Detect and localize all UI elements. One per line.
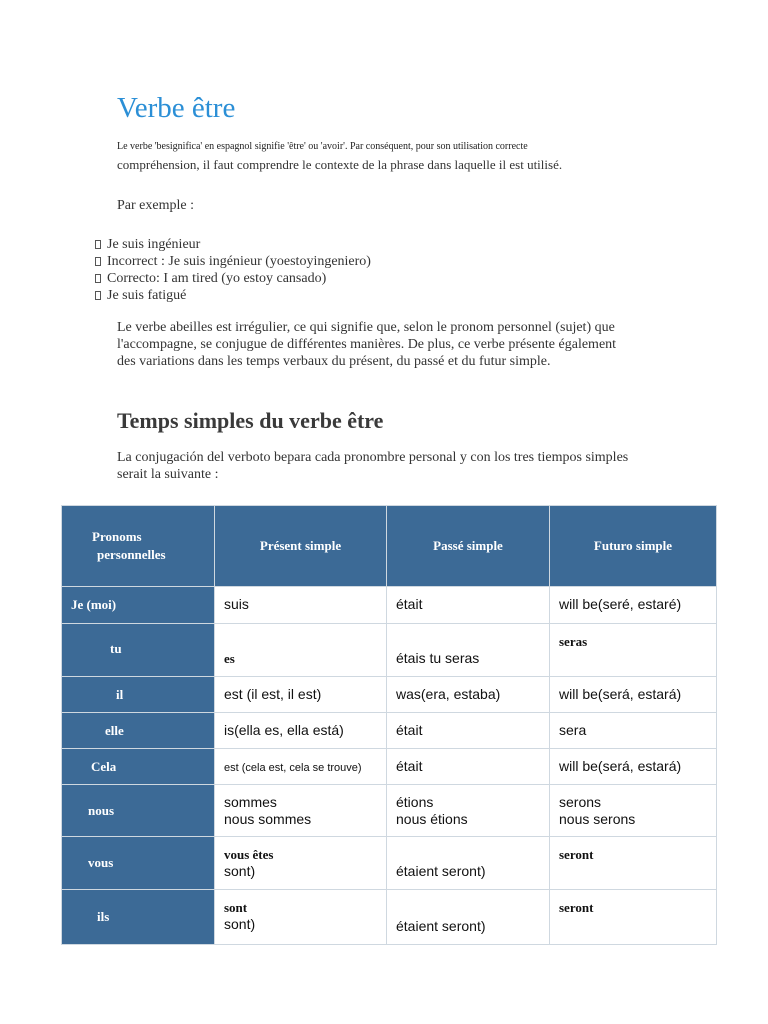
past-cell: était <box>387 587 550 624</box>
past-cell: était <box>387 713 550 749</box>
past-cell: was(era, estaba) <box>387 677 550 713</box>
future-cell: will be(seré, estaré) <box>550 587 717 624</box>
future-cell: serons nous serons <box>550 785 717 837</box>
present-cell: sommes nous sommes <box>215 785 387 837</box>
past-cell: étais tu seras <box>387 624 550 677</box>
bullet-icon <box>95 291 101 300</box>
pronoun-cell: tu <box>62 624 215 677</box>
past-cell: étions nous étions <box>387 785 550 837</box>
pronoun-cell: Cela <box>62 749 215 785</box>
table-row <box>62 624 717 677</box>
example-label: Par exemple : <box>117 198 194 213</box>
table-row <box>62 677 717 713</box>
example-list <box>95 236 371 304</box>
future-cell: seront <box>550 837 717 890</box>
table-row <box>62 785 717 837</box>
table-row <box>62 890 717 945</box>
list-item: Incorrect : Je suis ingénieur (yoestoyingeniero) <box>95 253 371 270</box>
explanation-paragraph: Le verbe abeilles est irrégulier, ce qui signifie que, selon le pronom personnel (sujet) que l'accompagne, se conjugue de différentes manières. De plus, ce verbe présente également des variations dans les temps verbaux du présent, du passé et du futur simple. <box>117 320 617 369</box>
header-present: Présent simple <box>215 506 387 587</box>
future-cell: will be(será, estará) <box>550 749 717 785</box>
past-cell: était <box>387 749 550 785</box>
list-item: Je suis fatigué <box>95 287 371 304</box>
conjugation-table <box>61 505 717 945</box>
present-cell: suis <box>215 587 387 624</box>
intro-text: compréhension, il faut comprendre le contexte de la phrase dans laquelle il est utilisé. <box>117 157 563 172</box>
intro-text-small: Le verbe 'besignifica' en espagnol signifie 'être' ou 'avoir'. Par conséquent, pour son utilisation correcte <box>117 141 528 152</box>
conjugation-intro: La conjugación del verboto bepara cada pronombre personal y con los tres tiempos simples serait la suivante : <box>117 450 629 482</box>
table-row <box>62 749 717 785</box>
table-header-row <box>62 506 717 587</box>
list-item: Correcto: I am tired (yo estoy cansado) <box>95 270 371 287</box>
table-row <box>62 587 717 624</box>
pronoun-cell: elle <box>62 713 215 749</box>
table-row <box>62 837 717 890</box>
future-cell: seront <box>550 890 717 945</box>
bullet-icon <box>95 257 101 266</box>
future-cell: will be(será, estará) <box>550 677 717 713</box>
list-item: Je suis ingénieur <box>95 236 371 253</box>
past-cell: étaient seront) <box>387 837 550 890</box>
present-cell: vous êtes sont) <box>215 837 387 890</box>
header-future: Futuro simple <box>550 506 717 587</box>
pronoun-cell: Je (moi) <box>62 587 215 624</box>
page-title: Verbe être <box>117 92 236 124</box>
pronoun-cell: vous <box>62 837 215 890</box>
present-cell: est (il est, il est) <box>215 677 387 713</box>
header-past: Passé simple <box>387 506 550 587</box>
pronoun-cell: ils <box>62 890 215 945</box>
pronoun-cell: il <box>62 677 215 713</box>
bullet-icon <box>95 240 101 249</box>
present-cell: est (cela est, cela se trouve) <box>215 749 387 785</box>
future-cell: sera <box>550 713 717 749</box>
bullet-icon <box>95 274 101 283</box>
header-pronouns: Pronoms personnelles <box>62 506 215 587</box>
present-cell: is(ella es, ella está) <box>215 713 387 749</box>
section-title: Temps simples du verbe être <box>117 408 384 433</box>
present-cell: sont sont) <box>215 890 387 945</box>
past-cell: étaient seront) <box>387 890 550 945</box>
pronoun-cell: nous <box>62 785 215 837</box>
table-row <box>62 713 717 749</box>
future-cell: seras <box>550 624 717 677</box>
present-cell: es <box>215 624 387 677</box>
